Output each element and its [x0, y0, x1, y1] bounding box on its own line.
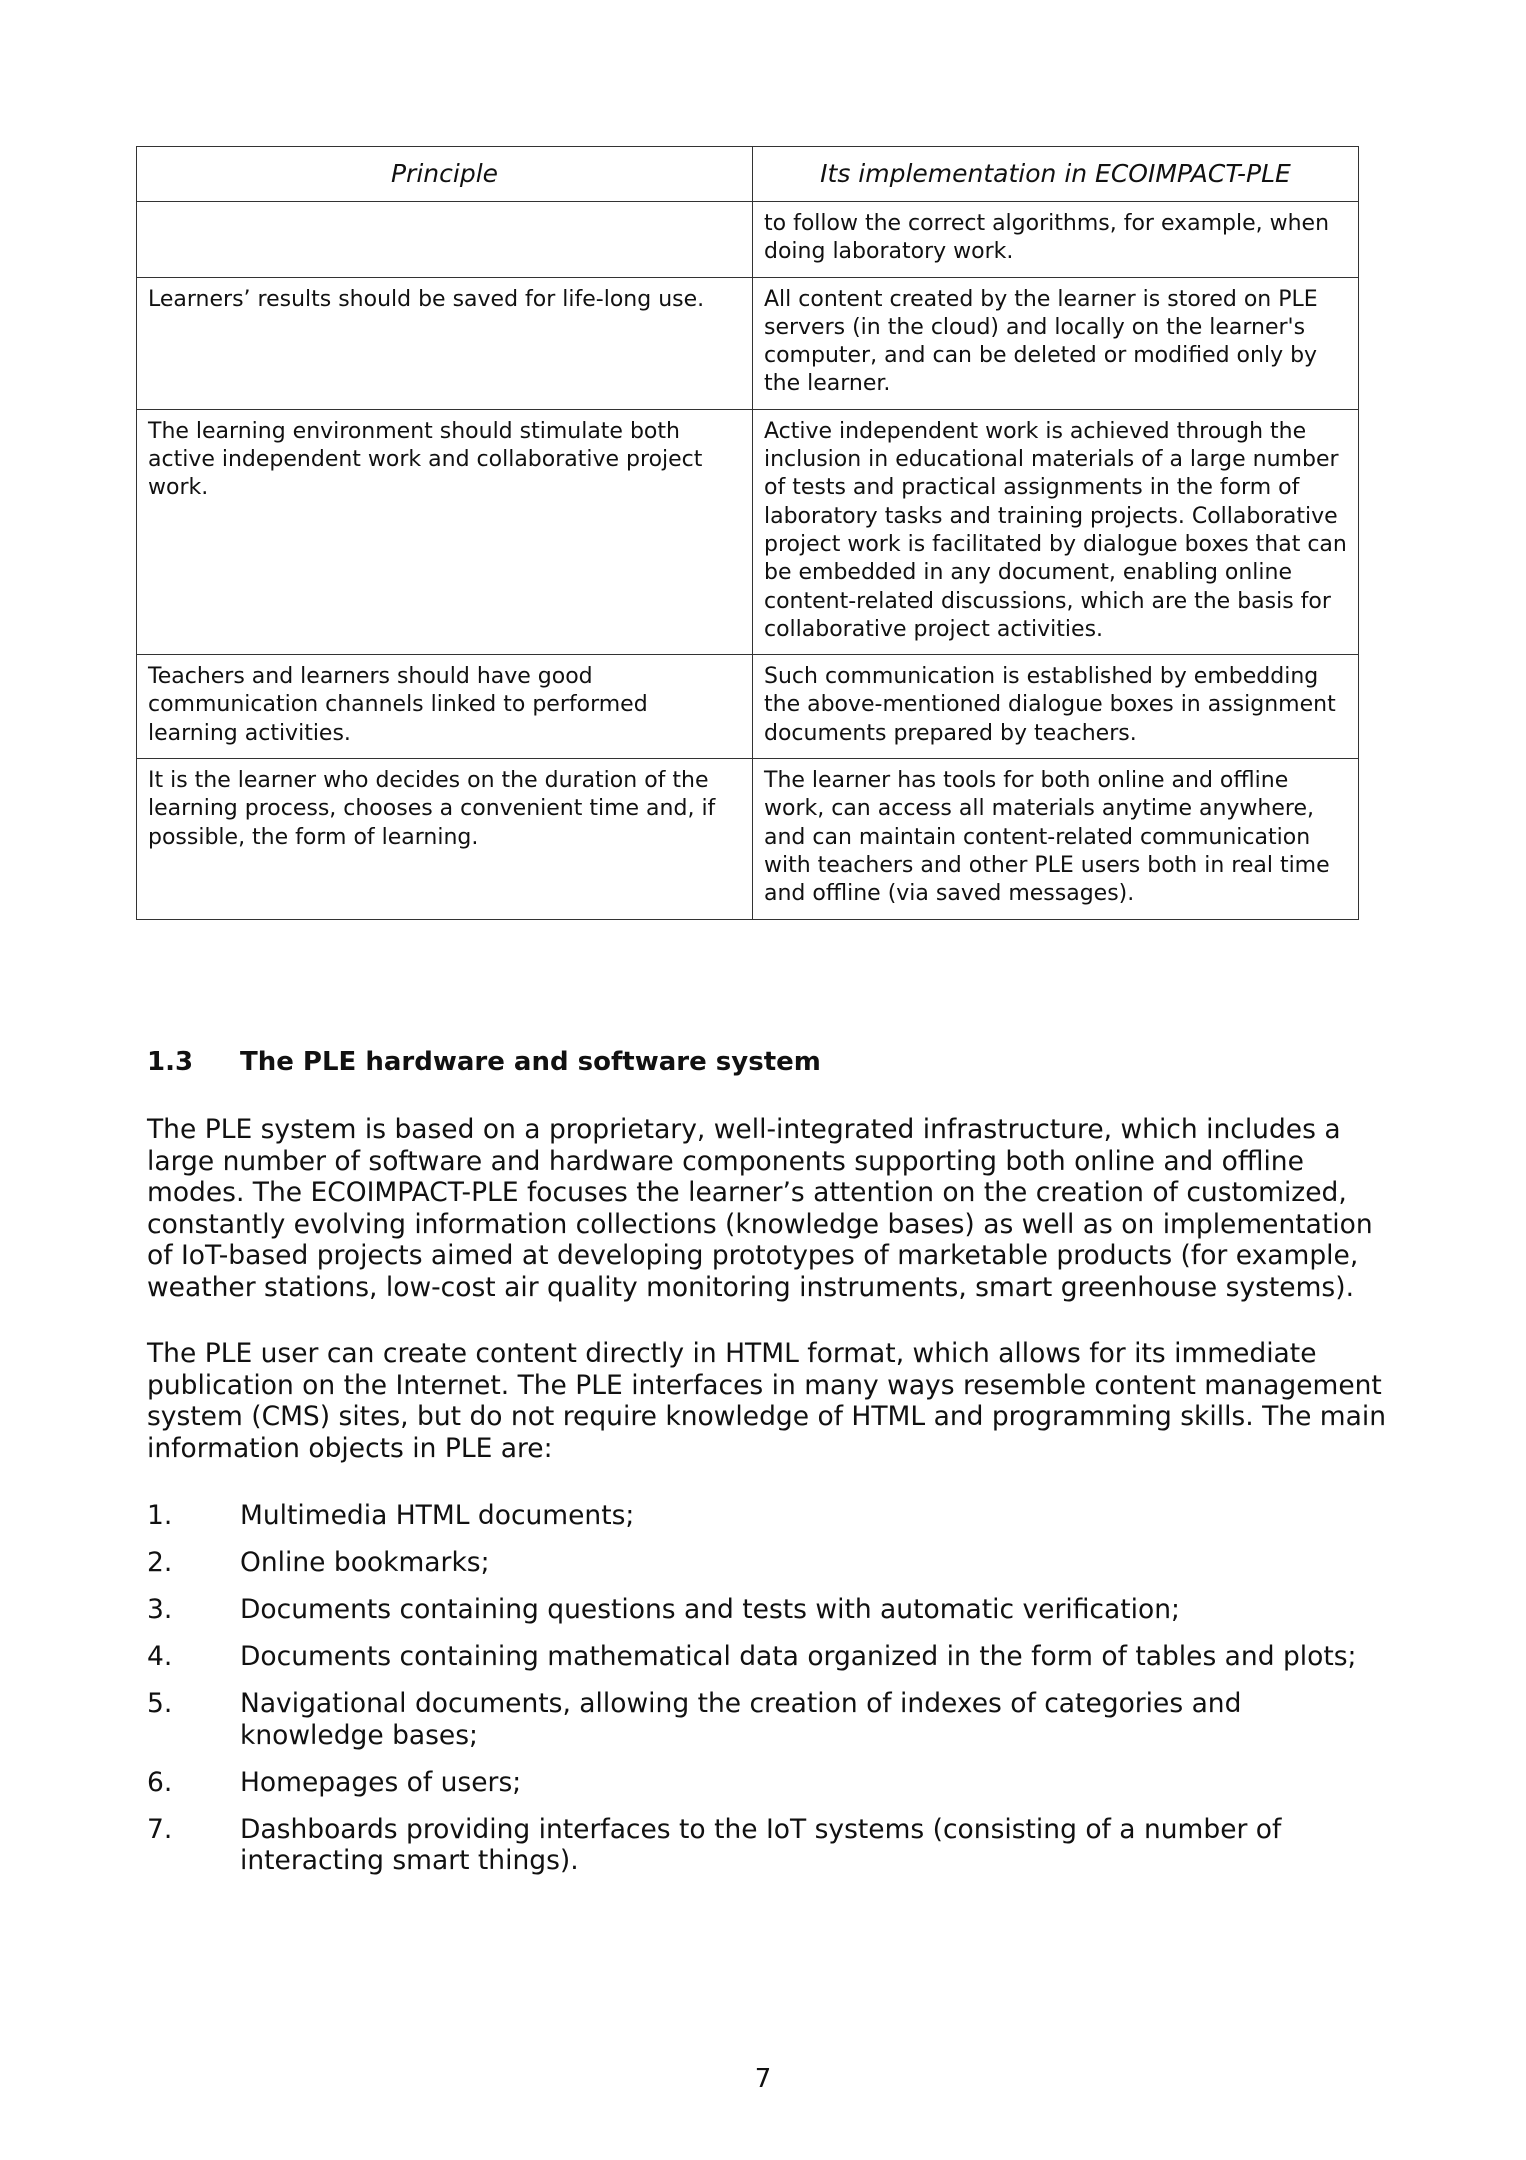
list-item-number: 7.: [147, 1813, 173, 1845]
table-row: [137, 202, 1359, 278]
list-item-text: Navigational documents, allowing the creation of indexes of categories and knowledge bases;: [240, 1688, 1242, 1751]
body-paragraph: The PLE user can create content directly in HTML format, which allows for its immediate publication on the Internet. The PLE interfaces in many ways resemble content management system (CMS) sites, but do not require knowledge of HTML and programming skills. The main information objects in PLE are:: [147, 1338, 1387, 1464]
list-item: [147, 1547, 1387, 1579]
table-row: [137, 409, 1359, 654]
list-item-number: 2.: [147, 1547, 173, 1578]
implementation-cell: Such communication is established by embedding the above-mentioned dialogue boxes in assignment documents prepared by teachers.: [753, 655, 1359, 759]
list-item: [147, 1641, 1387, 1673]
list-item-text: Documents containing mathematical data organized in the form of tables and plots;: [240, 1641, 1357, 1672]
list-item-text: Online bookmarks;: [240, 1547, 490, 1578]
table-header-implementation: Its implementation in ECOIMPACT-PLE: [753, 147, 1359, 202]
body-paragraph: The PLE system is based on a proprietary, well-integrated infrastructure, which includes a large number of software and hardware components supporting both online and offline modes. The ECOIMPACT-PLE focuses the learner’s attention on the creation of customized, constantly evolving information collections (knowledge bases) as well as on implementation of IoT-based projects aimed at developing prototypes of marketable products (for example, weather stations, low-cost air quality monitoring instruments, smart greenhouse systems).: [147, 1114, 1373, 1303]
list-item: [147, 1814, 1387, 1877]
list-item: [147, 1767, 1387, 1799]
list-item-number: 3.: [147, 1594, 173, 1625]
information-objects-list: [147, 1500, 1387, 1892]
list-item-number: 6.: [147, 1766, 173, 1798]
section-title: The PLE hardware and software system: [240, 1047, 821, 1077]
list-item: [147, 1594, 1387, 1626]
list-item: [147, 1688, 1387, 1751]
list-item-text: Dashboards providing interfaces to the IoT systems (consisting of a number of interacting smart things).: [240, 1813, 1282, 1876]
implementation-cell: The learner has tools for both online and offline work, can access all materials anytime anywhere, and can maintain content-related communication with teachers and other PLE users both in real time and offline (via saved messages).: [753, 759, 1359, 919]
list-item-text: Documents containing questions and tests with automatic verification;: [240, 1594, 1180, 1625]
principle-cell: It is the learner who decides on the duration of the learning process, chooses a convenient time and, if possible, the form of learning.: [137, 759, 753, 919]
table-row: [137, 759, 1359, 919]
table-row: [137, 655, 1359, 759]
list-item: [147, 1500, 1387, 1532]
section-number: 1.3: [147, 1047, 194, 1077]
implementation-cell: All content created by the learner is stored on PLE servers (in the cloud) and locally on the learner's computer, and can be deleted or modified only by the learner.: [753, 277, 1359, 409]
list-item-number: 1.: [147, 1500, 173, 1531]
list-item-text: Homepages of users;: [240, 1766, 522, 1798]
table-row: [137, 277, 1359, 409]
principle-cell: Learners’ results should be saved for life-long use.: [137, 277, 753, 409]
list-item-text: Multimedia HTML documents;: [240, 1500, 635, 1531]
page-number: 7: [754, 2064, 772, 2094]
section-heading: [147, 1046, 821, 1078]
table-header-row: [137, 147, 1359, 202]
implementation-cell: to follow the correct algorithms, for example, when doing laboratory work.: [753, 202, 1359, 278]
principle-cell: [137, 202, 753, 278]
list-item-number: 5.: [147, 1688, 173, 1719]
principle-cell: The learning environment should stimulate both active independent work and collaborative project work.: [137, 409, 753, 654]
principle-cell: Teachers and learners should have good communication channels linked to performed learning activities.: [137, 655, 753, 759]
list-item-number: 4.: [147, 1641, 173, 1672]
table-header-principle: Principle: [137, 147, 753, 202]
implementation-cell: Active independent work is achieved through the inclusion in educational materials of a large number of tests and practical assignments in the form of laboratory tasks and training projects. Collaborative project work is facilitated by dialogue boxes that can be embedded in any document, enabling online content-related discussions, which are the basis for collaborative project activities.: [753, 409, 1359, 654]
principles-table: [136, 146, 1359, 920]
